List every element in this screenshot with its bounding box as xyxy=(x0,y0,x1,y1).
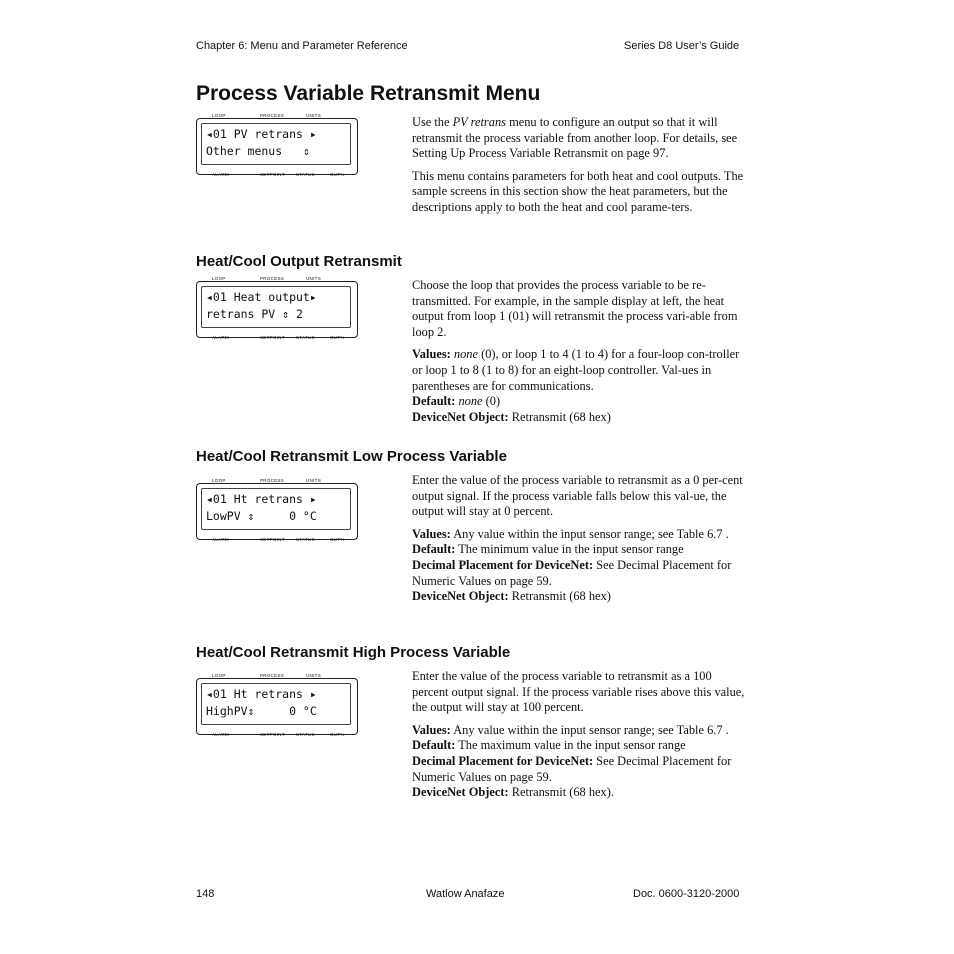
default-line xyxy=(412,542,746,558)
lcd-label-setpoint: SETPOINT xyxy=(260,335,285,340)
lcd-label-units: UNITS xyxy=(306,276,321,281)
lcd-label-process: PROCESS xyxy=(260,673,285,678)
lcd-screen xyxy=(201,123,351,165)
lcd-label-alarm: ALARM xyxy=(212,537,230,542)
values-line xyxy=(412,527,746,543)
lcd-line-1: ◂01 Ht retrans ▸ xyxy=(206,492,317,506)
text-run: Retransmit (68 hex) xyxy=(508,589,611,604)
lcd-line-1: ◂01 Ht retrans ▸ xyxy=(206,687,317,701)
paragraph: Enter the value of the process variable to retransmit as a 100 percent output signal. If the process variable rises above this value, the output will stay at 100 percent. xyxy=(412,669,745,715)
section-heading-low-pv: Heat/Cool Retransmit Low Process Variable xyxy=(196,448,507,465)
lcd-label-status: STATUS xyxy=(296,172,315,177)
decimal-placement-label: Decimal Placement for DeviceNet: xyxy=(412,557,594,572)
lcd-screen xyxy=(201,488,351,530)
text-run: none xyxy=(458,394,483,409)
default-label: Default: xyxy=(412,394,456,409)
text-run: Any value within the input sensor range; see Table 6.7 . xyxy=(450,526,729,541)
text-run: Any value within the input sensor range; see Table 6.7 . xyxy=(450,722,729,737)
running-header-guide: Series D8 User’s Guide xyxy=(624,40,740,52)
text-run: Retransmit (68 hex). xyxy=(508,785,614,800)
default-label: Default: xyxy=(412,542,456,557)
running-header-chapter: Chapter 6: Menu and Parameter Reference xyxy=(196,40,408,52)
decimal-placement-line xyxy=(412,558,746,589)
text-run: Retransmit (68 hex) xyxy=(508,409,611,424)
devicenet-label: DeviceNet Object: xyxy=(412,589,509,604)
text-run: See Decimal Placement for Numeric Values on page 59. xyxy=(412,557,732,588)
lcd-label-alarm: ALARM xyxy=(212,172,230,177)
lcd-screen xyxy=(201,683,351,725)
values-label: Values: xyxy=(412,722,451,737)
lcd-label-setpoint: SETPOINT xyxy=(260,537,285,542)
paragraph xyxy=(412,115,746,162)
values-label: Values: xyxy=(412,526,451,541)
text-run: Use the xyxy=(412,115,453,129)
section-body-output-retransmit xyxy=(412,278,746,425)
section-heading-high-pv: Heat/Cool Retransmit High Process Variable xyxy=(196,644,511,661)
devicenet-line xyxy=(412,410,746,426)
lcd-label-units: UNITS xyxy=(306,673,321,678)
lcd-line-1: ◂01 PV retrans ▸ xyxy=(206,127,317,141)
lcd-line-2: HighPV⇕ 0 °C xyxy=(206,704,317,718)
paragraph: This menu contains parameters for both heat and cool outputs. The sample screens in this section show the heat parameters, but the descriptions apply to both the heat and cool parame-ters. xyxy=(412,168,744,214)
decimal-placement-line xyxy=(412,754,746,785)
lcd-label-out: OUT% xyxy=(330,537,345,542)
lcd-label-out: OUT% xyxy=(330,172,345,177)
devicenet-label: DeviceNet Object: xyxy=(412,785,509,800)
lcd-label-status: STATUS xyxy=(296,732,315,737)
values-label: Values: xyxy=(412,347,451,362)
text-run: (0) xyxy=(482,394,501,409)
default-label: Default: xyxy=(412,738,456,753)
page-title: Process Variable Retransmit Menu xyxy=(196,82,541,105)
lcd-label-out: OUT% xyxy=(330,732,345,737)
text-run: none xyxy=(453,347,478,362)
values-line xyxy=(412,347,746,394)
values-line xyxy=(412,723,746,739)
lcd-label-out: OUT% xyxy=(330,335,345,340)
lcd-label-alarm: ALARM xyxy=(212,732,230,737)
footer-publisher: Watlow Anafaze xyxy=(426,888,505,900)
section-heading-output-retransmit: Heat/Cool Output Retransmit xyxy=(196,253,402,270)
lcd-display-heat-output xyxy=(196,276,358,342)
section-body-high-pv xyxy=(412,669,746,801)
lcd-line-1: ◂01 Heat output▸ xyxy=(206,290,317,304)
page-number: 148 xyxy=(196,888,215,900)
section-body-intro xyxy=(412,115,746,216)
lcd-screen xyxy=(201,286,351,328)
text-run: See Decimal Placement for Numeric Values on page 59. xyxy=(412,753,732,784)
decimal-placement-label: Decimal Placement for DeviceNet: xyxy=(412,753,594,768)
lcd-label-loop: LOOP xyxy=(212,478,226,483)
devicenet-line xyxy=(412,589,746,605)
text-run: The minimum value in the input sensor range xyxy=(455,542,684,557)
text-run: The maximum value in the input sensor range xyxy=(455,738,686,753)
lcd-display-low-pv xyxy=(196,478,358,544)
lcd-line-2: LowPV ⇕ 0 °C xyxy=(206,509,317,523)
text-run: menu to configure an output so that it will retransmit the process variable from another loop. For details, see Setting Up Process Variable Retransmit on page 97. xyxy=(412,115,738,161)
lcd-label-status: STATUS xyxy=(296,537,315,542)
devicenet-label: DeviceNet Object: xyxy=(412,409,509,424)
lcd-label-process: PROCESS xyxy=(260,113,285,118)
lcd-display-pv-retrans xyxy=(196,113,358,179)
devicenet-line xyxy=(412,785,746,801)
lcd-label-units: UNITS xyxy=(306,113,321,118)
lcd-label-units: UNITS xyxy=(306,478,321,483)
lcd-line-2: Other menus ⇕ xyxy=(206,144,310,158)
lcd-label-loop: LOOP xyxy=(212,113,226,118)
default-line xyxy=(412,738,746,754)
lcd-label-loop: LOOP xyxy=(212,276,226,281)
menu-name: PV retrans xyxy=(452,115,506,129)
lcd-label-setpoint: SETPOINT xyxy=(260,732,285,737)
lcd-line-2: retrans PV ⇕ 2 xyxy=(206,307,303,321)
paragraph: Enter the value of the process variable to retransmit as a 0 per-cent output signal. If the process variable falls below this val-ue, the output will stay at 0 percent. xyxy=(412,473,743,519)
paragraph: Choose the loop that provides the process variable to be re-transmitted. For example, in the sample display at left, the heat output from loop 1 (01) will retransmit the process vari-able from loop 2. xyxy=(412,278,738,339)
section-body-low-pv xyxy=(412,473,746,605)
footer-doc-number: Doc. 0600-3120-2000 xyxy=(633,888,740,900)
text-run: (0), or loop 1 to 4 (1 to 4) for a four-loop con-troller or loop 1 to 8 (1 to 8) for an eight-loop controller. Val-ues in parentheses are for communications. xyxy=(412,347,740,393)
lcd-label-loop: LOOP xyxy=(212,673,226,678)
lcd-label-setpoint: SETPOINT xyxy=(260,172,285,177)
lcd-label-process: PROCESS xyxy=(260,478,285,483)
lcd-display-high-pv xyxy=(196,673,358,739)
lcd-label-alarm: ALARM xyxy=(212,335,230,340)
default-line xyxy=(412,394,746,410)
lcd-label-process: PROCESS xyxy=(260,276,285,281)
lcd-label-status: STATUS xyxy=(296,335,315,340)
